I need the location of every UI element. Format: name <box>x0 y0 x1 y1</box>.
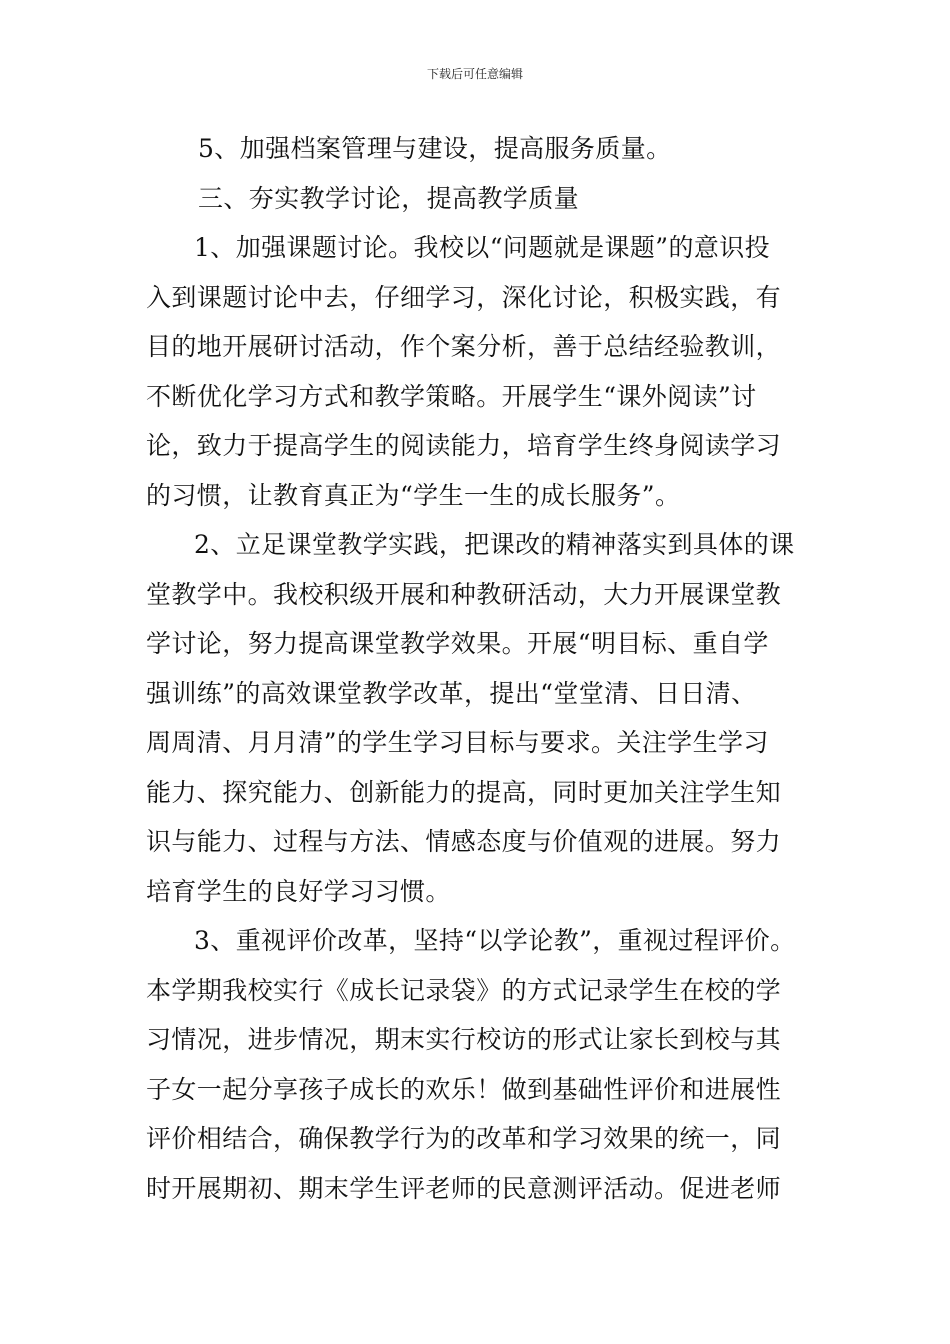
page-header: 下载后可任意编辑 <box>426 67 523 81</box>
paragraph-line: 目的地开展研讨活动，作个案分析，善于总结经验教训， <box>146 332 782 361</box>
paragraph-line: 习情况，进步情况，期末实行校访的形式让家长到校与其 <box>146 1025 782 1054</box>
paragraph-line: 堂教学中。我校积级开展和种教研活动，大力开展课堂教 <box>146 579 782 609</box>
paragraph-line: 1、加强课题讨论。我校以“问题就是课题”的意识投 <box>194 233 771 262</box>
paragraph-line: 时开展期初、期末学生评老师的民意测评活动。促进老师 <box>146 1173 782 1203</box>
paragraph-line: 5、加强档案管理与建设，提高服务质量。 <box>198 134 672 163</box>
paragraph-line: 2、立足课堂教学实践，把课改的精神落实到具体的课 <box>194 530 795 559</box>
paragraph-line: 学讨论，努力提高课堂教学效果。开展“明目标、重自学 <box>146 629 769 658</box>
paragraph-line: 不断优化学习方式和教学策略。开展学生“课外阅读”讨 <box>146 381 757 411</box>
paragraph-line: 培育学生的良好学习习惯。 <box>146 876 451 906</box>
paragraph-line: 周周清、月月清”的学生学习目标与要求。关注学生学习 <box>146 728 769 757</box>
paragraph-line: 3、重视评价改革，坚持“以学论教”，重视过程评价。 <box>194 926 796 955</box>
paragraph-line: 本学期我校实行《成长记录袋》的方式记录学生在校的学 <box>146 975 782 1005</box>
paragraph-line: 子女一起分享孩子成长的欢乐！做到基础性评价和进展性 <box>146 1074 782 1104</box>
document-body <box>146 124 826 1213</box>
paragraph-line: 的习惯，让教育真正为“学生一生的成长服务”。 <box>146 480 681 510</box>
paragraph-line: 论，致力于提高学生的阅读能力，培育学生终身阅读学习 <box>146 431 782 460</box>
paragraph-line: 评价相结合，确保教学行为的改革和学习效果的统一，同 <box>146 1124 782 1153</box>
paragraph-line: 强训练”的高效课堂教学改革，提出“堂堂清、日日清、 <box>146 678 757 708</box>
paragraph-line: 识与能力、过程与方法、情感态度与价值观的进展。努力 <box>146 827 782 856</box>
paragraph-line: 能力、探究能力、创新能力的提高，同时更加关注学生知 <box>146 777 782 807</box>
paragraph-line: 入到课题讨论中去，仔细学习，深化讨论，积极实践，有 <box>146 282 782 312</box>
section-heading: 三、夯实教学讨论，提高教学质量 <box>198 183 580 213</box>
